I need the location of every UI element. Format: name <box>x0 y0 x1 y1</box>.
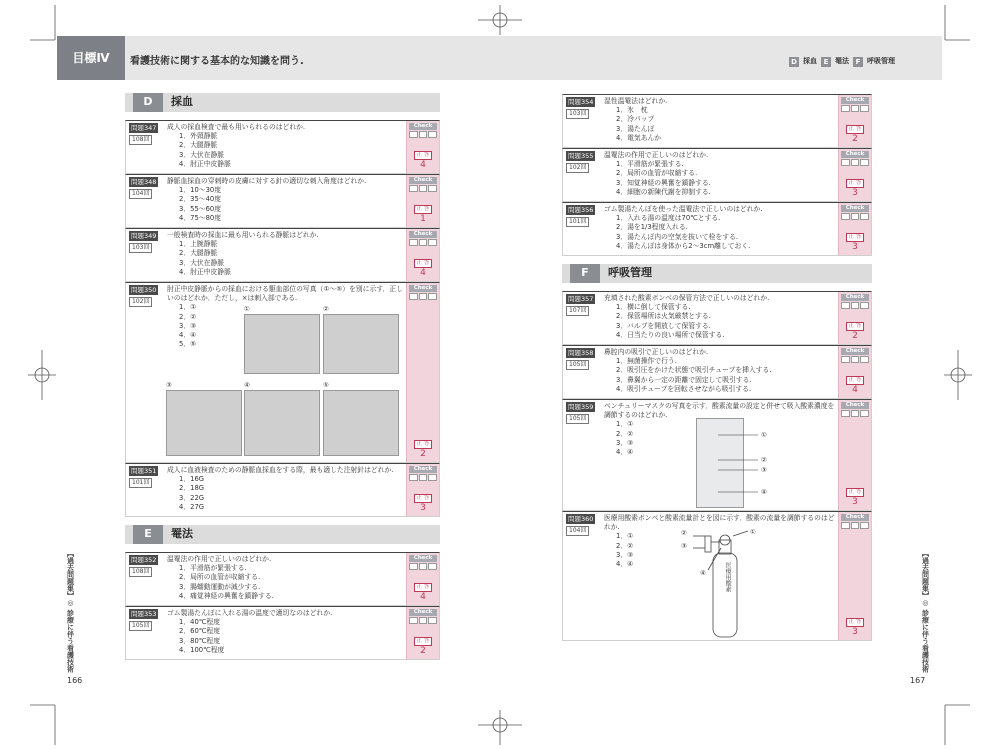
check-box[interactable] <box>428 293 437 300</box>
question-348: 問題348 104回 静脈血採血の穿刺時の皮膚に対する針の適切な刺入角度はどれか. 1．10～30度 2．35～40度 3．55～60度 4．75～80度 Check 正 答 1 <box>125 174 440 228</box>
photo-label: ⑤ <box>323 381 329 389</box>
left-side-label: 【過去問題集】◎ 診療に伴う看護技術 <box>66 550 75 673</box>
header-section-tags <box>789 57 895 67</box>
check-box[interactable] <box>860 105 869 112</box>
cylinder-label: 医療用酸素 <box>724 562 732 592</box>
check-box[interactable] <box>428 239 437 246</box>
check-box[interactable] <box>419 131 428 138</box>
tag-f: F <box>853 57 863 67</box>
page-number-left: 166 <box>67 676 83 685</box>
goal-badge: 目標Ⅳ <box>57 36 125 80</box>
check-box[interactable] <box>841 410 850 417</box>
check-box[interactable] <box>841 522 850 529</box>
question-359: 問題359 105回 ベンチュリーマスクの写真を示す．酸素流量の設定と併せて吸入酸素濃度を調節するのはどれか. 1．① 2．② 3．③ 4．④ Check 正 答 3 ① ② ③ ④ <box>562 399 872 511</box>
header-title: 看護技術に関する基本的な知識を問う. <box>130 56 304 67</box>
check-box[interactable] <box>428 474 437 481</box>
check-box[interactable] <box>419 474 428 481</box>
arm-photo-2 <box>323 314 399 374</box>
question-352: 問題352 108回 温罨法の作用で正しいのはどれか. 1．平滑筋が緊張する. 2．局所の血管が収縮する. 3．腸蠕動運動が減少する. 4．痛覚神経の興奮を鎮静する. Check 正 答 4 <box>125 552 440 606</box>
question-347: 問題347 108回 成人の採血検査で最も用いられるのはどれか. 1．外頸静脈 2．大腿静脈 3．大伏在静脈 4．肘正中皮静脈 Check 正 答 4 <box>125 120 440 174</box>
check-box[interactable] <box>409 617 418 624</box>
check-box[interactable] <box>860 410 869 417</box>
question-353: 問題353 105回 ゴム製湯たんぽに入れる湯の温度で適切なのはどれか. 1．40℃程度 2．60℃程度 3．80℃程度 4．100℃程度 Check 正 答 2 <box>125 606 440 660</box>
check-box[interactable] <box>851 522 860 529</box>
callout-label: ① <box>761 431 767 439</box>
arm-photo-4 <box>244 390 320 456</box>
check-box[interactable] <box>409 131 418 138</box>
photo-label: ② <box>323 305 329 313</box>
check-box[interactable] <box>419 617 428 624</box>
tag-d-label: 採血 <box>803 57 817 66</box>
check-box[interactable] <box>860 522 869 529</box>
check-box[interactable] <box>851 213 860 220</box>
check-box[interactable] <box>851 105 860 112</box>
check-box[interactable] <box>841 159 850 166</box>
check-box[interactable] <box>409 563 418 570</box>
question-360: 問題360 104回 医療用酸素ボンベと酸素流量計とを図に示す．酸素の流量を調節するのはどれか. 1．① 2．② 3．③ 4．④ Check 正 答 3 ① ② ③ ④ 医療用酸素 <box>562 511 872 641</box>
question-351: 問題351 101回 成人に血液検査のための静脈血採血をする際，最も適した注射針はどれか. 1．16G 2．18G 3．22G 4．27G Check 正 答 3 <box>125 463 440 517</box>
check-box[interactable] <box>409 293 418 300</box>
check-box[interactable] <box>428 617 437 624</box>
question-349: 問題349 103回 一般検査時の採血に最も用いられる静脈はどれか. 1．上腕静脈 2．大腿静脈 3．大伏在静脈 4．肘正中皮静脈 Check 正 答 4 <box>125 228 440 282</box>
callout-label: ③ <box>761 466 767 474</box>
photo-label: ① <box>244 305 250 313</box>
check-box[interactable] <box>419 185 428 192</box>
check-box[interactable] <box>841 213 850 220</box>
check-box[interactable] <box>841 302 850 309</box>
page-number-right: 167 <box>910 676 926 685</box>
tag-d: D <box>789 57 799 67</box>
check-box[interactable] <box>860 213 869 220</box>
check-box[interactable] <box>851 159 860 166</box>
check-box[interactable] <box>409 239 418 246</box>
callout-label: ② <box>761 456 767 464</box>
section-e-header: E 罨法 <box>125 525 440 544</box>
question-354: 問題354 103回 湿性温罨法はどれか. 1．氷 枕 2．冷パップ 3．湯たんぽ 4．電気あんか Check 正 答 2 <box>562 94 872 148</box>
callout-label: ④ <box>761 488 767 496</box>
arm-photo-3 <box>166 390 242 456</box>
photo-label: ④ <box>244 381 250 389</box>
callout-label: ③ <box>681 542 687 550</box>
section-f-header: F 呼吸管理 <box>562 264 872 283</box>
callout-label: ② <box>681 529 687 537</box>
check-box[interactable] <box>860 356 869 363</box>
check-box[interactable] <box>409 474 418 481</box>
question-357: 問題357 107回 充填された酸素ボンベの保管方法で正しいのはどれか. 1．横に倒して保管する. 2．保管場所は火気厳禁とする. 3．バルブを開放して保管する. 4．日当たりの良い場所で保管する. Check 正 答 2 <box>562 291 872 345</box>
arm-photo-5 <box>323 390 399 456</box>
section-d-header: D 採血 <box>125 93 440 112</box>
check-box[interactable] <box>428 131 437 138</box>
check-box[interactable] <box>409 185 418 192</box>
check-box[interactable] <box>851 356 860 363</box>
tag-e: E <box>821 57 831 67</box>
check-box[interactable] <box>428 563 437 570</box>
check-box[interactable] <box>419 293 428 300</box>
right-column <box>562 94 872 641</box>
question-356: 問題356 101回 ゴム製湯たんぽを使った温罨法で正しいのはどれか. 1．入れる湯の温度は70℃とする. 2．湯を1/3程度入れる. 3．湯たんぽ内の空気を抜いて栓をする. 4．湯たんぽは身体から2～3cm離しておく. Check 正 答 3 <box>562 202 872 256</box>
tag-f-label: 呼吸管理 <box>867 57 895 66</box>
check-box[interactable] <box>860 302 869 309</box>
question-358: 問題358 105回 鼻腔内の吸引で正しいのはどれか. 1．無菌操作で行う. 2．吸引圧をかけた状態で吸引チューブを挿入する. 3．鼻翼から一定の距離で固定して吸引する. 4．吸引チューブを回転させながら吸引する. Check 正 答 4 <box>562 345 872 399</box>
callout-label: ④ <box>700 569 706 577</box>
left-column <box>125 93 440 660</box>
check-box[interactable] <box>851 302 860 309</box>
arm-photo-1 <box>244 314 320 374</box>
photo-label: ③ <box>166 381 172 389</box>
right-side-label: 【過去問題集】◎ 診療に伴う看護技術 <box>921 550 930 673</box>
check-box[interactable] <box>860 159 869 166</box>
check-box[interactable] <box>428 185 437 192</box>
check-box[interactable] <box>419 563 428 570</box>
tag-e-label: 罨法 <box>835 57 849 66</box>
question-350: 問題350 102回 肘正中皮静脈からの採血における駆血部位の写真（①～⑤）を別に示す．正しいのはどれか．ただし，×は刺入部である. 1．① 2．② 3．③ 4．④ 5．⑤ Check 正 答 2 ① ② ③ ④ ⑤ <box>125 282 440 463</box>
callout-label: ① <box>750 528 756 536</box>
check-box[interactable] <box>841 356 850 363</box>
check-box[interactable] <box>419 239 428 246</box>
question-355: 問題355 102回 温罨法の作用で正しいのはどれか. 1．平滑筋が緊張する. 2．局所の血管が収縮する. 3．知覚神経の興奮を鎮静する. 4．細胞の新陳代謝を抑制する. Check 正 答 3 <box>562 148 872 202</box>
check-box[interactable] <box>841 105 850 112</box>
check-box[interactable] <box>851 410 860 417</box>
